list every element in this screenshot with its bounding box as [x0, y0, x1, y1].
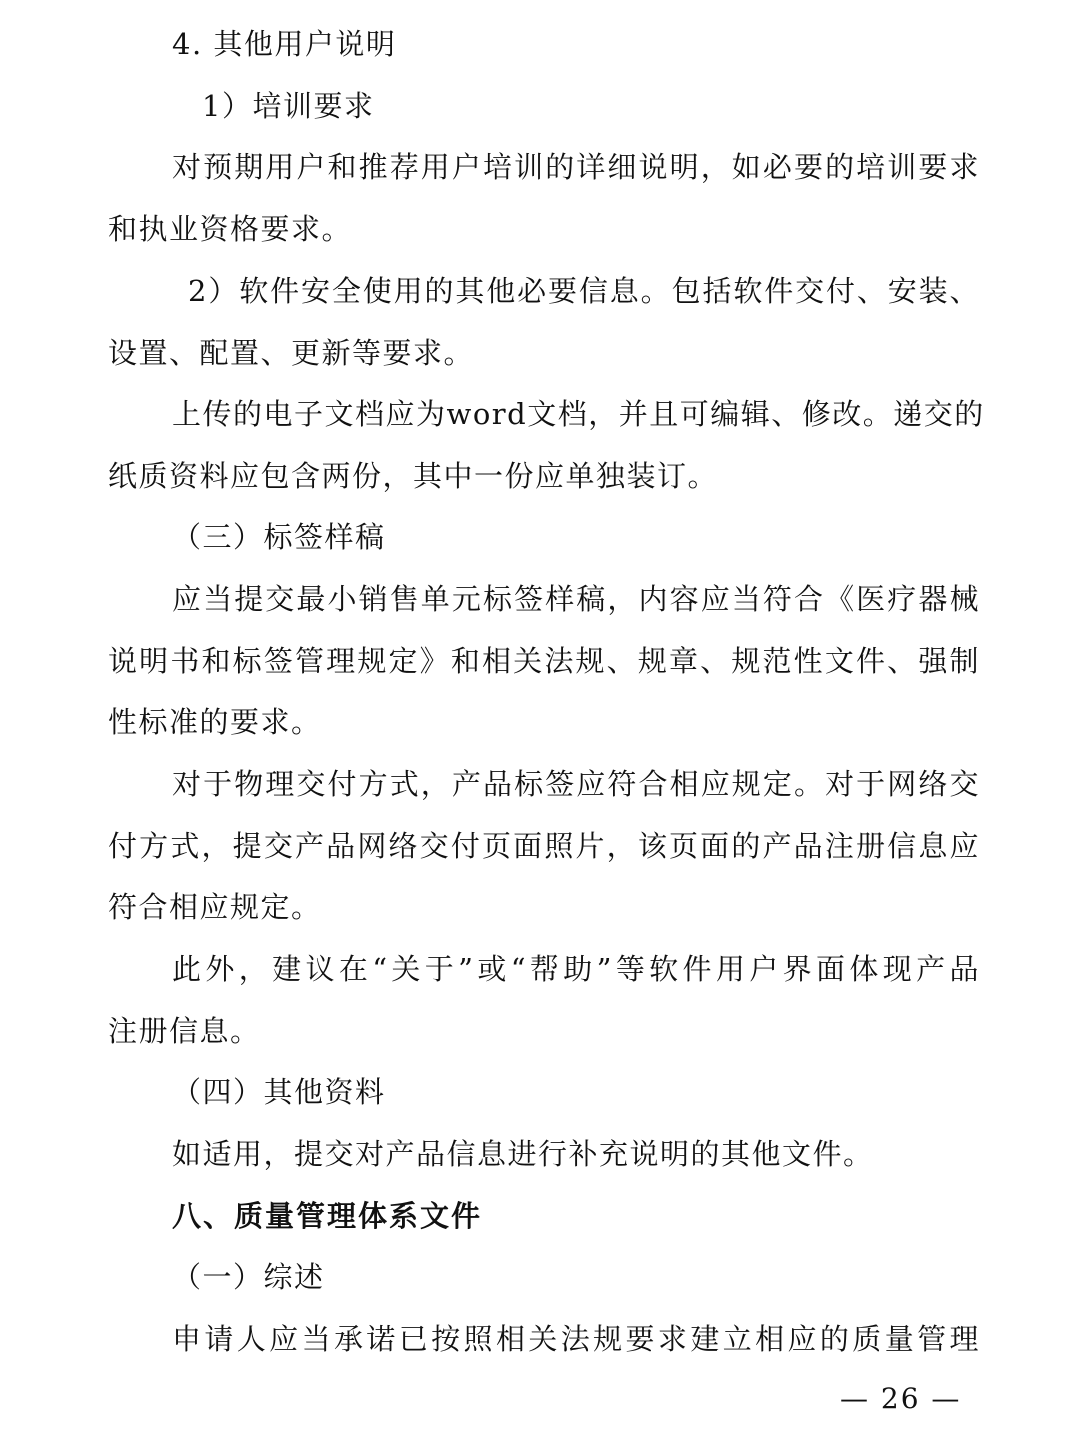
text-line: 性标准的要求。: [108, 705, 322, 739]
text-line: 注册信息。: [108, 1014, 261, 1048]
text-line: 如适用，提交对产品信息进行补充说明的其他文件。: [172, 1137, 874, 1171]
text-line: 1）培训要求: [202, 89, 375, 123]
page-number: — 26 —: [840, 1382, 962, 1415]
text-line: 付方式，提交产品网络交付页面照片，该页面的产品注册信息应: [108, 829, 980, 863]
text-line: 申请人应当承诺已按照相关法规要求建立相应的质量管理: [172, 1322, 980, 1356]
chapter-heading: 八、质量管理体系文件: [172, 1199, 483, 1233]
text-line: 4. 其他用户说明: [172, 27, 397, 61]
text-line: 符合相应规定。: [108, 890, 322, 924]
text-line: 应当提交最小销售单元标签样稿，内容应当符合《医疗器械: [172, 582, 980, 616]
section-heading: （一）综述: [172, 1260, 325, 1294]
text-line: 设置、配置、更新等要求。: [108, 336, 475, 370]
text-line: 和执业资格要求。: [108, 212, 353, 246]
section-heading: （四）其他资料: [172, 1075, 386, 1109]
text-line: 此外，建议在“关于”或“帮助”等软件用户界面体现产品: [172, 952, 980, 986]
text-line: 对于物理交付方式，产品标签应符合相应规定。对于网络交: [172, 767, 980, 801]
section-heading: （三）标签样稿: [172, 520, 386, 554]
text-line: 2）软件安全使用的其他必要信息。包括软件交付、安装、: [188, 274, 980, 308]
text-line: 纸质资料应包含两份，其中一份应单独装订。: [108, 459, 719, 493]
text-line: 对预期用户和推荐用户培训的详细说明，如必要的培训要求: [172, 150, 980, 184]
text-line: 上传的电子文档应为word文档，并且可编辑、修改。递交的: [172, 397, 985, 431]
text-line: 说明书和标签管理规定》和相关法规、规章、规范性文件、强制: [108, 644, 980, 678]
